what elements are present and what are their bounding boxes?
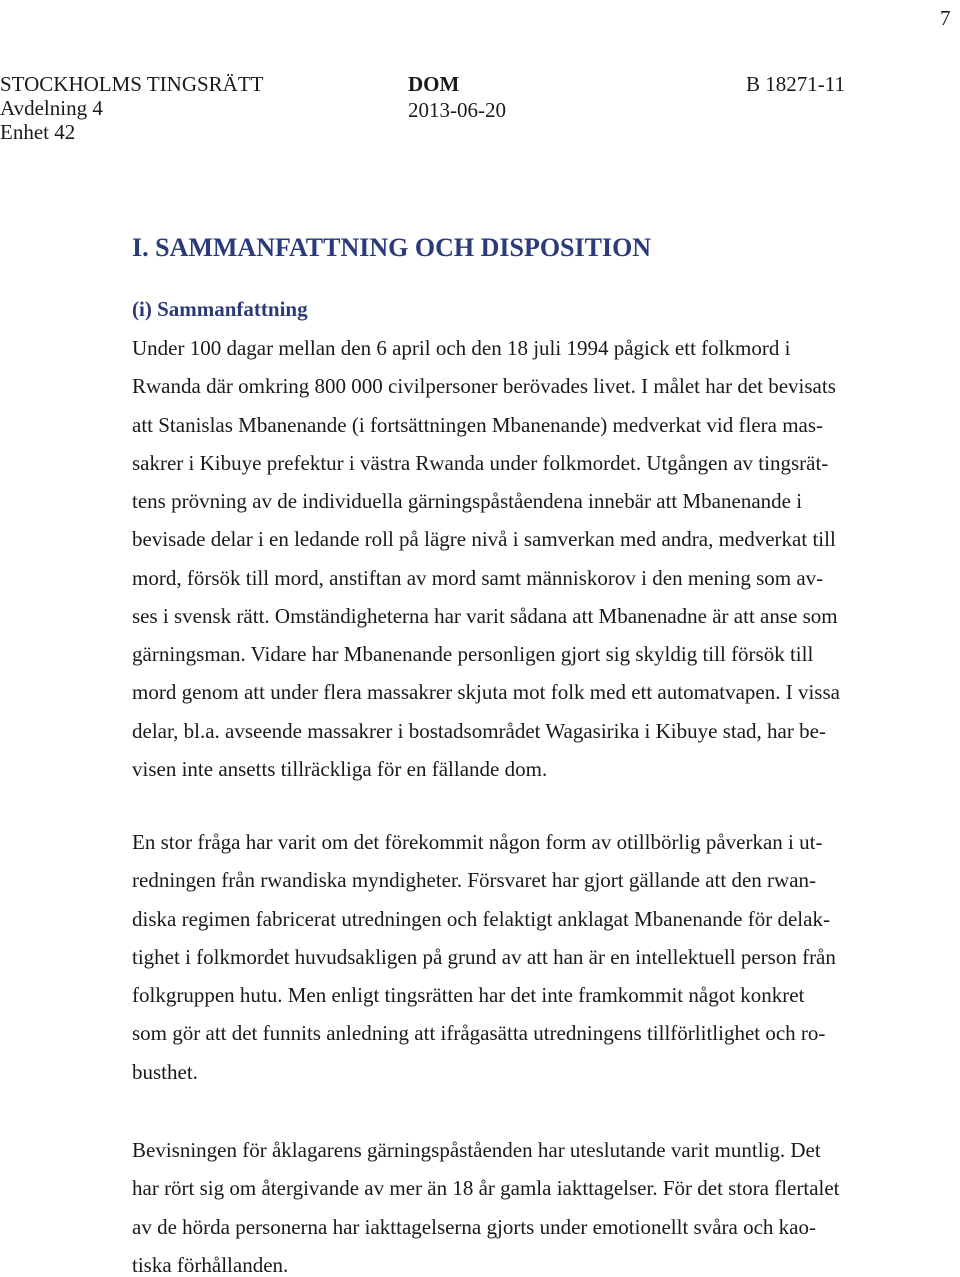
paragraph-line: bevisade delar i en ledande roll på lägre nivå i samverkan med andra, medverkat till [132, 527, 836, 552]
paragraph-line: gärningsman. Vidare har Mbanenande personligen gjort sig skyldig till försök till [132, 642, 814, 666]
paragraph-line: tiska förhållanden. [132, 1252, 289, 1277]
paragraph-line: diska regimen fabricerat utredningen och felaktigt anklagat Mbanenande för delak- [132, 906, 830, 931]
paragraph-line: av de hörda personerna har iakttagelserna gjorts under emotionellt svåra och kao- [132, 1214, 816, 1239]
paragraph-line: folkgruppen hutu. Men enligt tingsrätten har det inte framkommit något konkret [132, 983, 805, 1007]
court-unit: Enhet 42 [0, 120, 76, 144]
paragraph-line: visen inte ansetts tillräckliga för en fällande dom. [132, 756, 548, 781]
paragraph-line: busthet. [132, 1059, 198, 1084]
paragraph-line: att Stanislas Mbanenande (i fortsättningen Mbanenande) medverkat vid flera mas- [132, 412, 824, 437]
paragraph-line: Under 100 dagar mellan den 6 april och den 18 juli 1994 pågick ett folkmord i [132, 336, 791, 360]
paragraph-line: delar, bl.a. avseende massakrer i bostadsområdet Wagasirika i Kibuye stad, har be- [132, 718, 826, 743]
page-number: 7 [940, 6, 951, 30]
subsection-heading: (i) Sammanfattning [132, 297, 308, 321]
court-division: Avdelning 4 [0, 96, 103, 120]
court-name: STOCKHOLMS TINGSRÄTT [0, 72, 264, 96]
paragraph-line: tens prövning av de individuella gärningspåståendena innebär att Mbanenande i [132, 489, 803, 513]
paragraph-line: En stor fråga har varit om det förekommit någon form av otillbörlig påverkan i ut- [132, 830, 823, 854]
document-type: DOM [408, 72, 460, 96]
paragraph-line: sakrer i Kibuye prefektur i västra Rwanda under folkmordet. Utgången av tingsrät- [132, 450, 829, 475]
paragraph-line: ses i svensk rätt. Omständigheterna har varit sådana att Mbanenadne är att anse som [132, 603, 838, 628]
document-date: 2013-06-20 [408, 98, 506, 122]
paragraph-line: som gör att det funnits anledning att ifrågasätta utredningens tillförlitlighet och ro- [132, 1021, 826, 1046]
section-heading: I. SAMMANFATTNING OCH DISPOSITION [132, 233, 652, 262]
paragraph-line: Rwanda där omkring 800 000 civilpersoner berövades livet. I målet har det bevisats [132, 374, 836, 399]
paragraph-line: Bevisningen för åklagarens gärningspåståenden har uteslutande varit muntlig. Det [132, 1138, 821, 1162]
paragraph-line: mord genom att under flera massakrer skjuta mot folk med ett automatvapen. I vissa [132, 680, 840, 705]
paragraph-line: tighet i folkmordet huvudsakligen på grund av att han är en intellektuell person från [132, 944, 836, 969]
paragraph-line: har rört sig om återgivande av mer än 18 år gamla iakttagelser. För det stora flertalet [132, 1176, 840, 1201]
case-number: B 18271-11 [746, 72, 845, 96]
paragraph-line: mord, försök till mord, anstiftan av mord samt människorov i den mening som av- [132, 565, 824, 590]
paragraph-line: redningen från rwandiska myndigheter. Försvaret har gjort gällande att den rwan- [132, 868, 817, 893]
